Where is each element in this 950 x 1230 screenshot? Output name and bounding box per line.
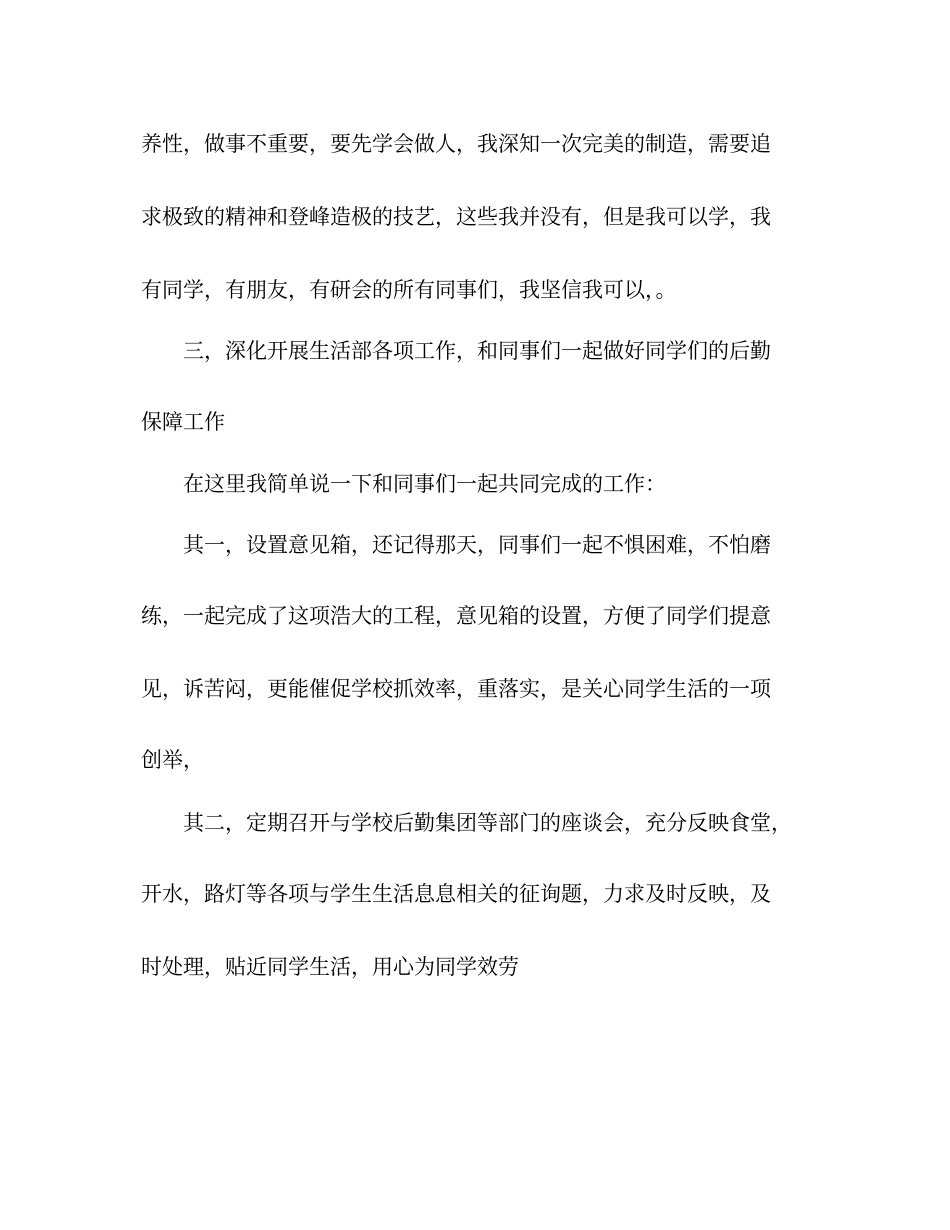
item-two-line-2: 开水，路灯等各项与学生生活息息相关的征询题，力求及时反映，及	[141, 882, 771, 906]
section-heading-line-1: 三，深化开展生活部各项工作，和同事们一起做好同学们的后勤	[183, 339, 771, 363]
text-line-1: 养性，做事不重要，要先学会做人，我深知一次完美的制造，需要追	[141, 132, 771, 156]
item-two-line-3: 时处理，贴近同学生活，用心为同学效劳	[141, 955, 519, 979]
section-heading-line-2: 保障工作	[141, 410, 225, 434]
intro-paragraph: 在这里我简单说一下和同事们一起共同完成的工作：	[183, 472, 666, 496]
text-line-2: 求极致的精神和登峰造极的技艺，这些我并没有，但是我可以学，我	[141, 205, 771, 229]
item-one-line-3: 见，诉苦闷，更能催促学校抓效率，重落实，是关心同学生活的一项	[141, 677, 771, 701]
text-line-3: 有同学，有朋友，有研会的所有同事们，我坚信我可以，。	[141, 278, 677, 302]
item-one-line-4: 创举，	[141, 748, 204, 772]
item-one-line-1: 其一，设置意见箱，还记得那天，同事们一起不惧困难，不怕磨	[183, 533, 771, 557]
item-one-line-2: 练，一起完成了这项浩大的工程，意见箱的设置，方便了同学们提意	[141, 604, 771, 628]
item-two-line-1: 其二，定期召开与学校后勤集团等部门的座谈会，充分反映食堂，	[183, 811, 792, 835]
